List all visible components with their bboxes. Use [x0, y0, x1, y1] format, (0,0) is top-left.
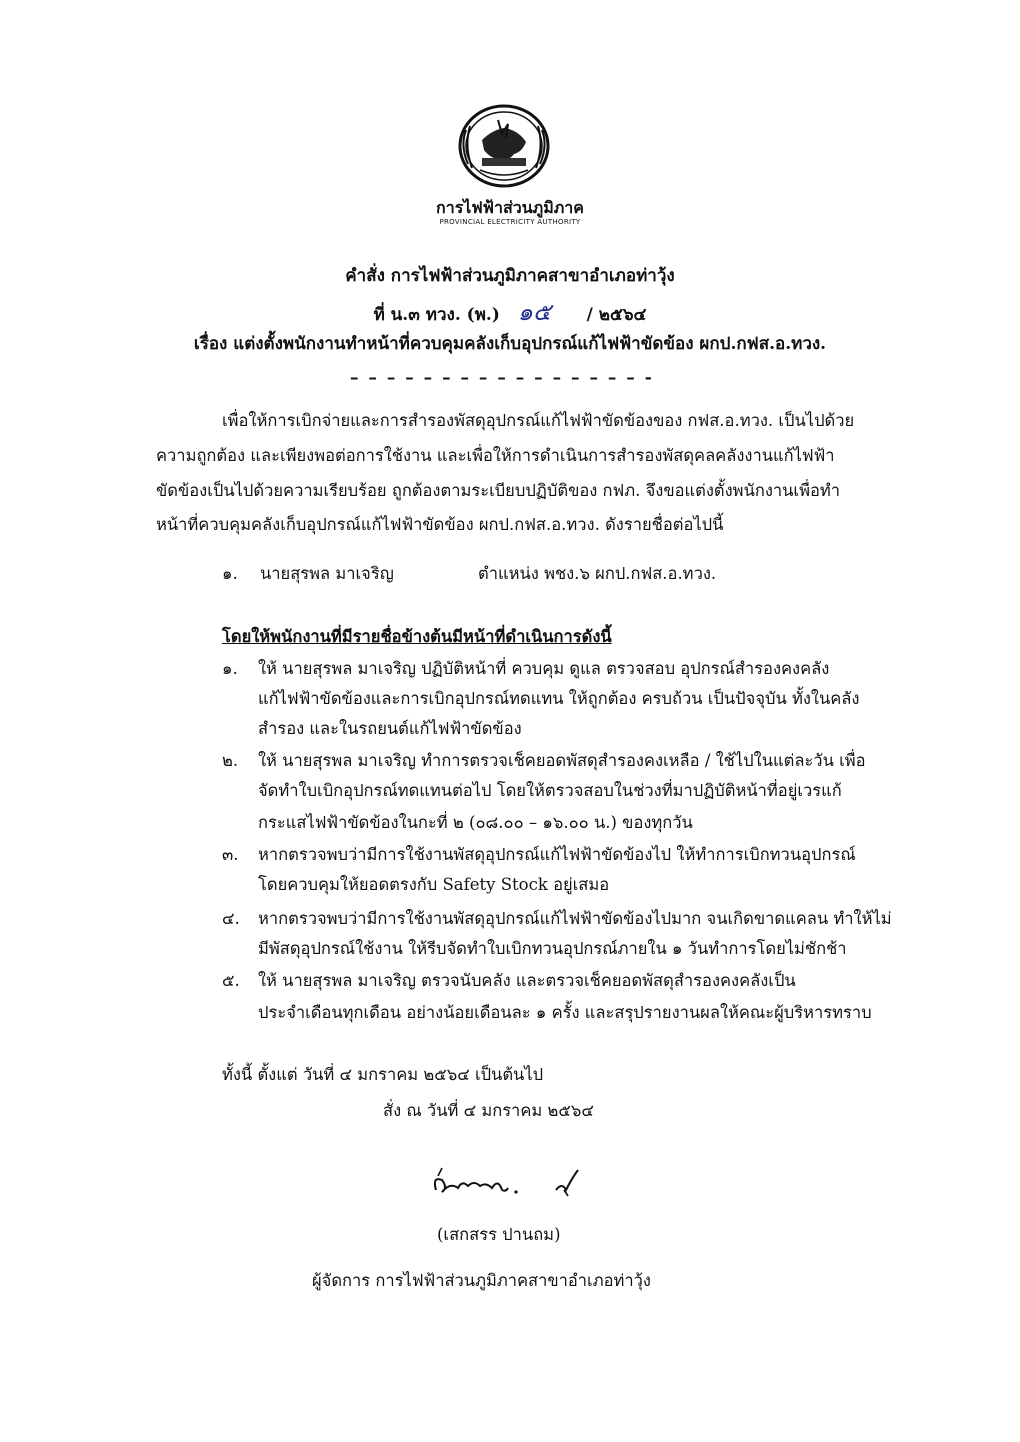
signature-icon [428, 1162, 598, 1206]
duty-line: สำรอง และในรถยนต์แก้ไฟฟ้าขัดข้อง [258, 719, 522, 738]
pea-emblem-icon [452, 100, 556, 192]
duty-number: ๔. [222, 909, 240, 928]
order-number-prefix: ที่ น.๓ ทวง. (พ.) [373, 305, 500, 325]
appointee-name: นายสุรพล มาเจริญ [260, 564, 394, 583]
signer-name: (เสกสรร ปานถม) [437, 1225, 561, 1244]
order-number-suffix: / ๒๕๖๔ [586, 305, 647, 325]
order-number-value: ๑๕ [517, 298, 552, 326]
duty-number: ๓. [222, 845, 239, 864]
order-number [0, 292, 1020, 331]
appointee-position: ตำแหน่ง พชง.๖ ผกป.กฟส.อ.ทวง. [478, 564, 717, 583]
appointee-number: ๑. [222, 564, 238, 583]
intro-line: เพื่อให้การเบิกจ่ายและการสำรองพัสดุอุปกรณ์แก้ไฟฟ้าขัดข้องของ กฟส.อ.ทวง. เป็นไปด้วย [222, 411, 855, 430]
duty-number: ๒. [222, 751, 239, 770]
org-name-english: PROVINCIAL ELECTRICITY AUTHORITY [439, 218, 581, 226]
duty-line: ให้ นายสุรพล มาเจริญ ตรวจนับคลัง และตรวจเช็คยอดพัสดุสำรองคงคลังเป็น [258, 971, 796, 990]
duty-line: หากตรวจพบว่ามีการใช้งานพัสดุอุปกรณ์แก้ไฟฟ้าขัดข้องไปมาก จนเกิดขาดแคลน ทำให้ไม่ [258, 909, 892, 928]
intro-line: ขัดข้องเป็นไปด้วยความเรียบร้อย ถูกต้องตามระเบียบปฏิบัติของ กฟภ. จึงขอแต่งตั้งพนักงานเพื่อทำ [156, 481, 841, 500]
org-name-thai: การไฟฟ้าส่วนภูมิภาค [436, 198, 584, 217]
duty-line: ประจำเดือนทุกเดือน อย่างน้อยเดือนละ ๑ ครั้ง และสรุปรายงานผลให้คณะผู้บริหารทราบ [258, 1003, 872, 1022]
duties-heading: โดยให้พนักงานที่มีรายชื่อข้างต้นมีหน้าที่ดำเนินการดังนี้ [222, 627, 612, 646]
intro-line: ความถูกต้อง และเพียงพอต่อการใช้งาน และเพื่อให้การดำเนินการสำรองพัสดุคลคลังงานแก้ไฟฟ้า [156, 446, 835, 465]
ordered-date: สั่ง ณ วันที่ ๔ มกราคม ๒๕๖๔ [383, 1101, 594, 1120]
effective-date: ทั้งนี้ ตั้งแต่ วันที่ ๔ มกราคม ๒๕๖๔ เป็นต้นไป [222, 1065, 544, 1084]
duty-line: ให้ นายสุรพล มาเจริญ ทำการตรวจเช็คยอดพัสดุสำรองคงเหลือ / ใช้ไปในแต่ละวัน เพื่อ [258, 751, 866, 770]
duty-line: กระแสไฟฟ้าขัดข้องในกะที่ ๒ (๐๘.๐๐ – ๑๖.๐๐ น.) ของทุกวัน [258, 813, 693, 832]
signer-title: ผู้จัดการ การไฟฟ้าส่วนภูมิภาคสาขาอำเภอท่าวุ้ง [312, 1271, 651, 1290]
order-title: คำสั่ง การไฟฟ้าส่วนภูมิภาคสาขาอำเภอท่าวุ้ง [345, 266, 675, 286]
duty-line: มีพัสดุอุปกรณ์ใช้งาน ให้รีบจัดทำใบเบิกทวนอุปกรณ์ภายใน ๑ วันทำการโดยไม่ชักช้า [258, 939, 847, 958]
duty-line: โดยควบคุมให้ยอดตรงกับ Safety Stock อยู่เสมอ [258, 875, 610, 894]
duty-number: ๕. [222, 971, 240, 990]
order-subject: เรื่อง แต่งตั้งพนักงานทำหน้าที่ควบคุมคลังเก็บอุปกรณ์แก้ไฟฟ้าขัดข้อง ผกป.กฟส.อ.ทวง. [193, 334, 827, 354]
duty-line: ให้ นายสุรพล มาเจริญ ปฏิบัติหน้าที่ ควบคุม ดูแล ตรวจสอบ อุปกรณ์สำรองคงคลัง [258, 659, 830, 678]
duty-line: แก้ไฟฟ้าขัดข้องและการเบิกอุปกรณ์ทดแทน ให้ถูกต้อง ครบถ้วน เป็นปัจจุบัน ทั้งในคลัง [258, 689, 860, 708]
duty-number: ๑. [222, 659, 238, 678]
intro-line: หน้าที่ควบคุมคลังเก็บอุปกรณ์แก้ไฟฟ้าขัดข้อง ผกป.กฟส.อ.ทวง. ดังรายชื่อต่อไปนี้ [156, 515, 724, 534]
duty-line: จัดทำใบเบิกอุปกรณ์ทดแทนต่อไป โดยให้ตรวจสอบในช่วงที่มาปฏิบัติหน้าที่อยู่เวรแก้ [258, 781, 842, 800]
duty-line: หากตรวจพบว่ามีการใช้งานพัสดุอุปกรณ์แก้ไฟฟ้าขัดข้องไป ให้ทำการเบิกทวนอุปกรณ์ [258, 845, 856, 864]
separator: – – – – – – – – – – – – – – – – - [350, 368, 654, 388]
